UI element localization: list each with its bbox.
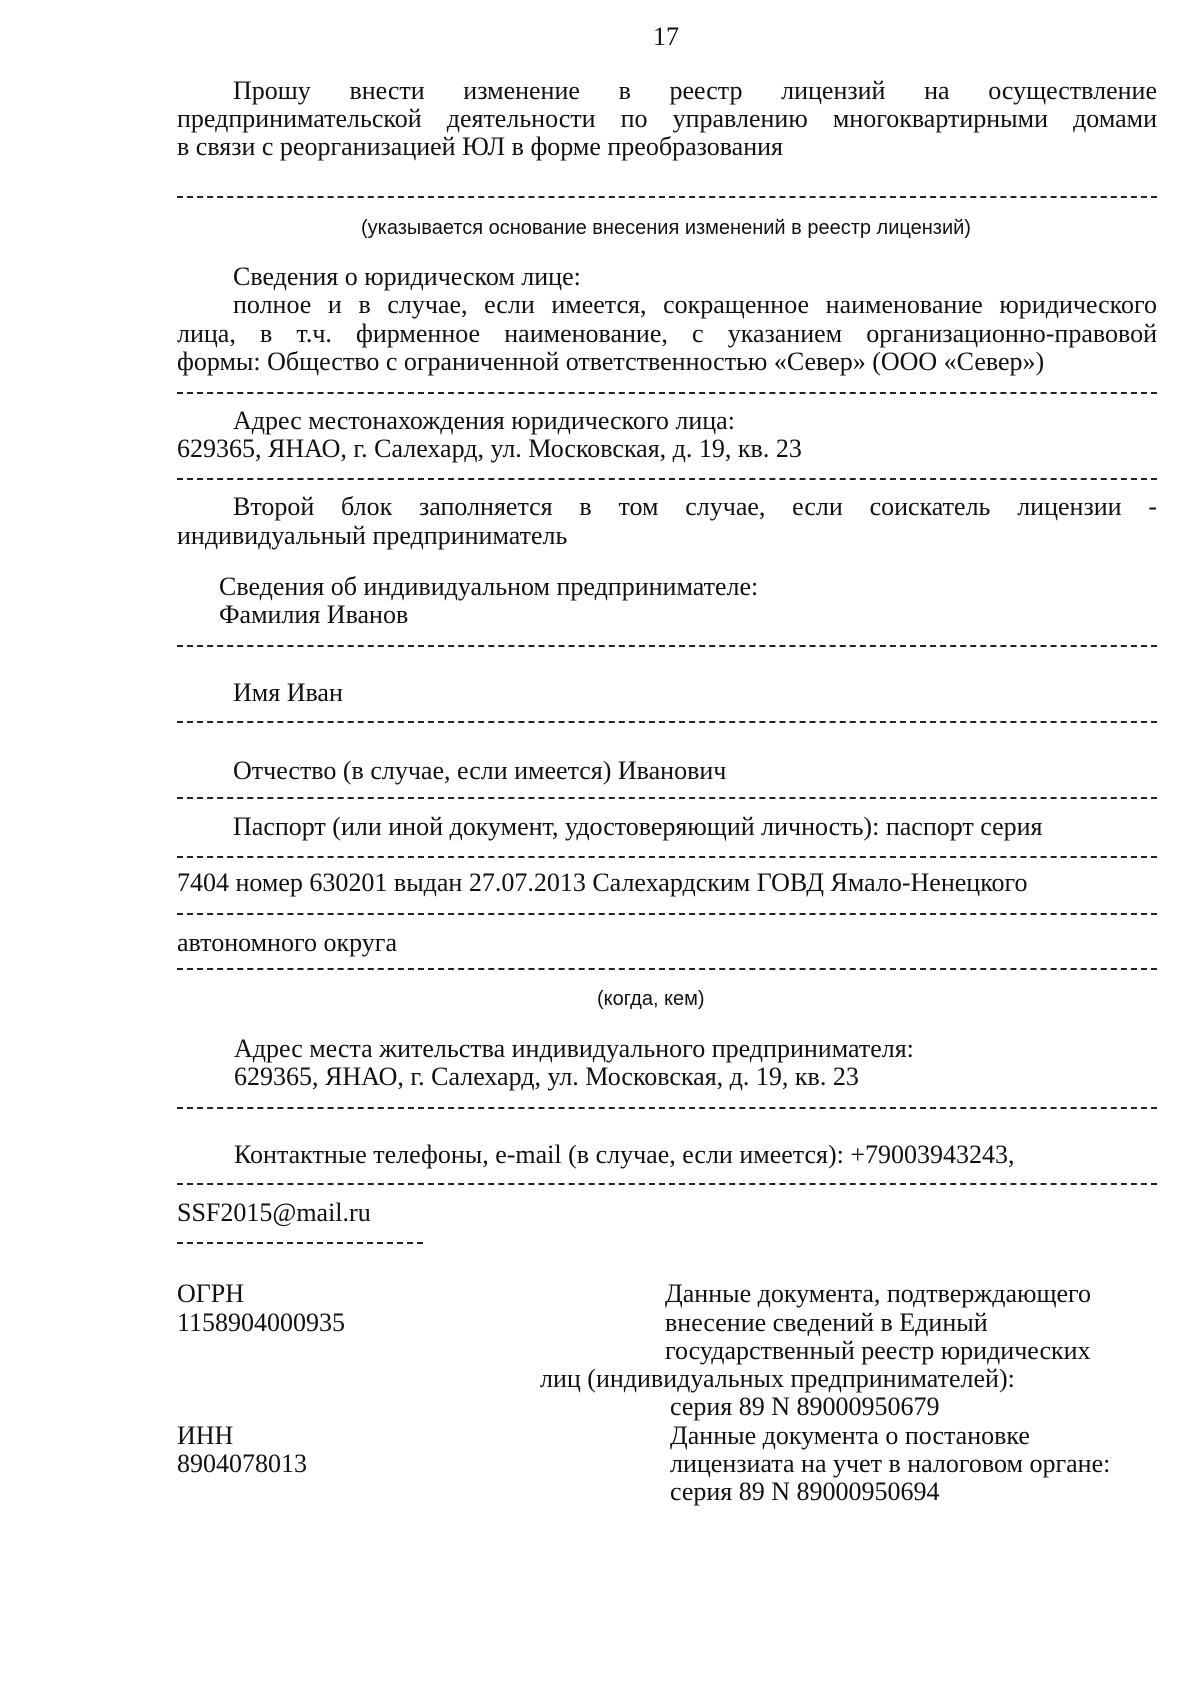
divider <box>177 392 1157 394</box>
legal-address-value: 629365, ЯНАО, г. Салехард, ул. Московская, д. 19, кв. 23 <box>177 434 802 463</box>
page-number: 17 <box>653 22 679 51</box>
request-line-3: в связи с реорганизацией ЮЛ в форме преобразования <box>177 132 783 161</box>
divider <box>177 1107 1157 1109</box>
passport-note: (когда, кем) <box>597 988 705 1010</box>
request-line-1: Прошу внести изменение в реестр лицензий на осуществление <box>233 76 1157 105</box>
egr-line-3: государственный реестр юридических <box>665 1336 1091 1365</box>
inn-value: 8904078013 <box>177 1449 307 1478</box>
passport-line-2: 7404 номер 630201 выдан 27.07.2013 Салехардским ГОВД Ямало-Ненецкого <box>177 868 1028 897</box>
tax-line-2: лицензиата на учет в налоговом органе: <box>670 1449 1111 1478</box>
passport-line-1: Паспорт (или иной документ, удостоверяющий личность): паспорт серия <box>233 812 1043 841</box>
divider <box>177 721 1157 723</box>
passport-line-3: автономного округа <box>177 928 397 957</box>
tax-line-1: Данные документа о постановке <box>670 1421 1030 1450</box>
ogrn-label: ОГРН <box>177 1279 245 1308</box>
entrepreneur-surname: Фамилия Иванов <box>219 600 409 629</box>
second-block-line-2: индивидуальный предприниматель <box>177 521 568 550</box>
request-line-2: предпринимательской деятельности по управлению многоквартирными домами <box>177 104 1157 133</box>
divider <box>177 196 1157 198</box>
divider <box>177 645 1157 647</box>
divider <box>177 478 1157 480</box>
legal-entity-name-line-2: лица, в т.ч. фирменное наименование, с указанием организационно-правовой <box>177 319 1157 348</box>
entrepreneur-patronymic: Отчество (в случае, если имеется) Иванович <box>233 756 727 785</box>
divider <box>177 1242 423 1244</box>
inn-label: ИНН <box>177 1421 234 1450</box>
request-note: (указывается основание внесения изменений в реестр лицензий) <box>361 217 971 239</box>
egr-line-4: лиц (индивидуальных предпринимателей): <box>540 1364 1015 1393</box>
contacts-label: Контактные телефоны, e-mail (в случае, если имеется): +79003943243, <box>234 1140 1015 1169</box>
residence-value: 629365, ЯНАО, г. Салехард, ул. Московская, д. 19, кв. 23 <box>234 1062 859 1091</box>
legal-entity-name-line-3: формы: Общество с ограниченной ответственностью «Север» (ООО «Север») <box>177 347 1045 376</box>
divider <box>177 913 1157 915</box>
residence-label: Адрес места жительства индивидуального предпринимателя: <box>234 1034 914 1063</box>
legal-address-label: Адрес местонахождения юридического лица: <box>233 406 735 435</box>
divider <box>177 797 1157 799</box>
divider <box>177 968 1157 970</box>
legal-entity-heading: Сведения о юридическом лице: <box>233 262 581 291</box>
entrepreneur-heading: Сведения об индивидуальном предпринимателе: <box>219 572 759 601</box>
second-block-line-1: Второй блок заполняется в том случае, если соискатель лицензии - <box>233 492 1157 521</box>
egr-line-2: внесение сведений в Единый <box>665 1308 988 1337</box>
entrepreneur-name: Имя Иван <box>233 678 343 707</box>
egr-series: серия 89 N 89000950679 <box>670 1392 940 1421</box>
divider <box>177 856 1157 858</box>
egr-line-1: Данные документа, подтверждающего <box>665 1279 1092 1308</box>
tax-series: серия 89 N 89000950694 <box>670 1477 940 1506</box>
divider <box>177 1183 1157 1185</box>
contact-email: SSF2015@mail.ru <box>177 1198 371 1227</box>
legal-entity-name-line-1: полное и в случае, если имеется, сокращенное наименование юридического <box>233 290 1157 319</box>
ogrn-value: 1158904000935 <box>177 1308 346 1337</box>
